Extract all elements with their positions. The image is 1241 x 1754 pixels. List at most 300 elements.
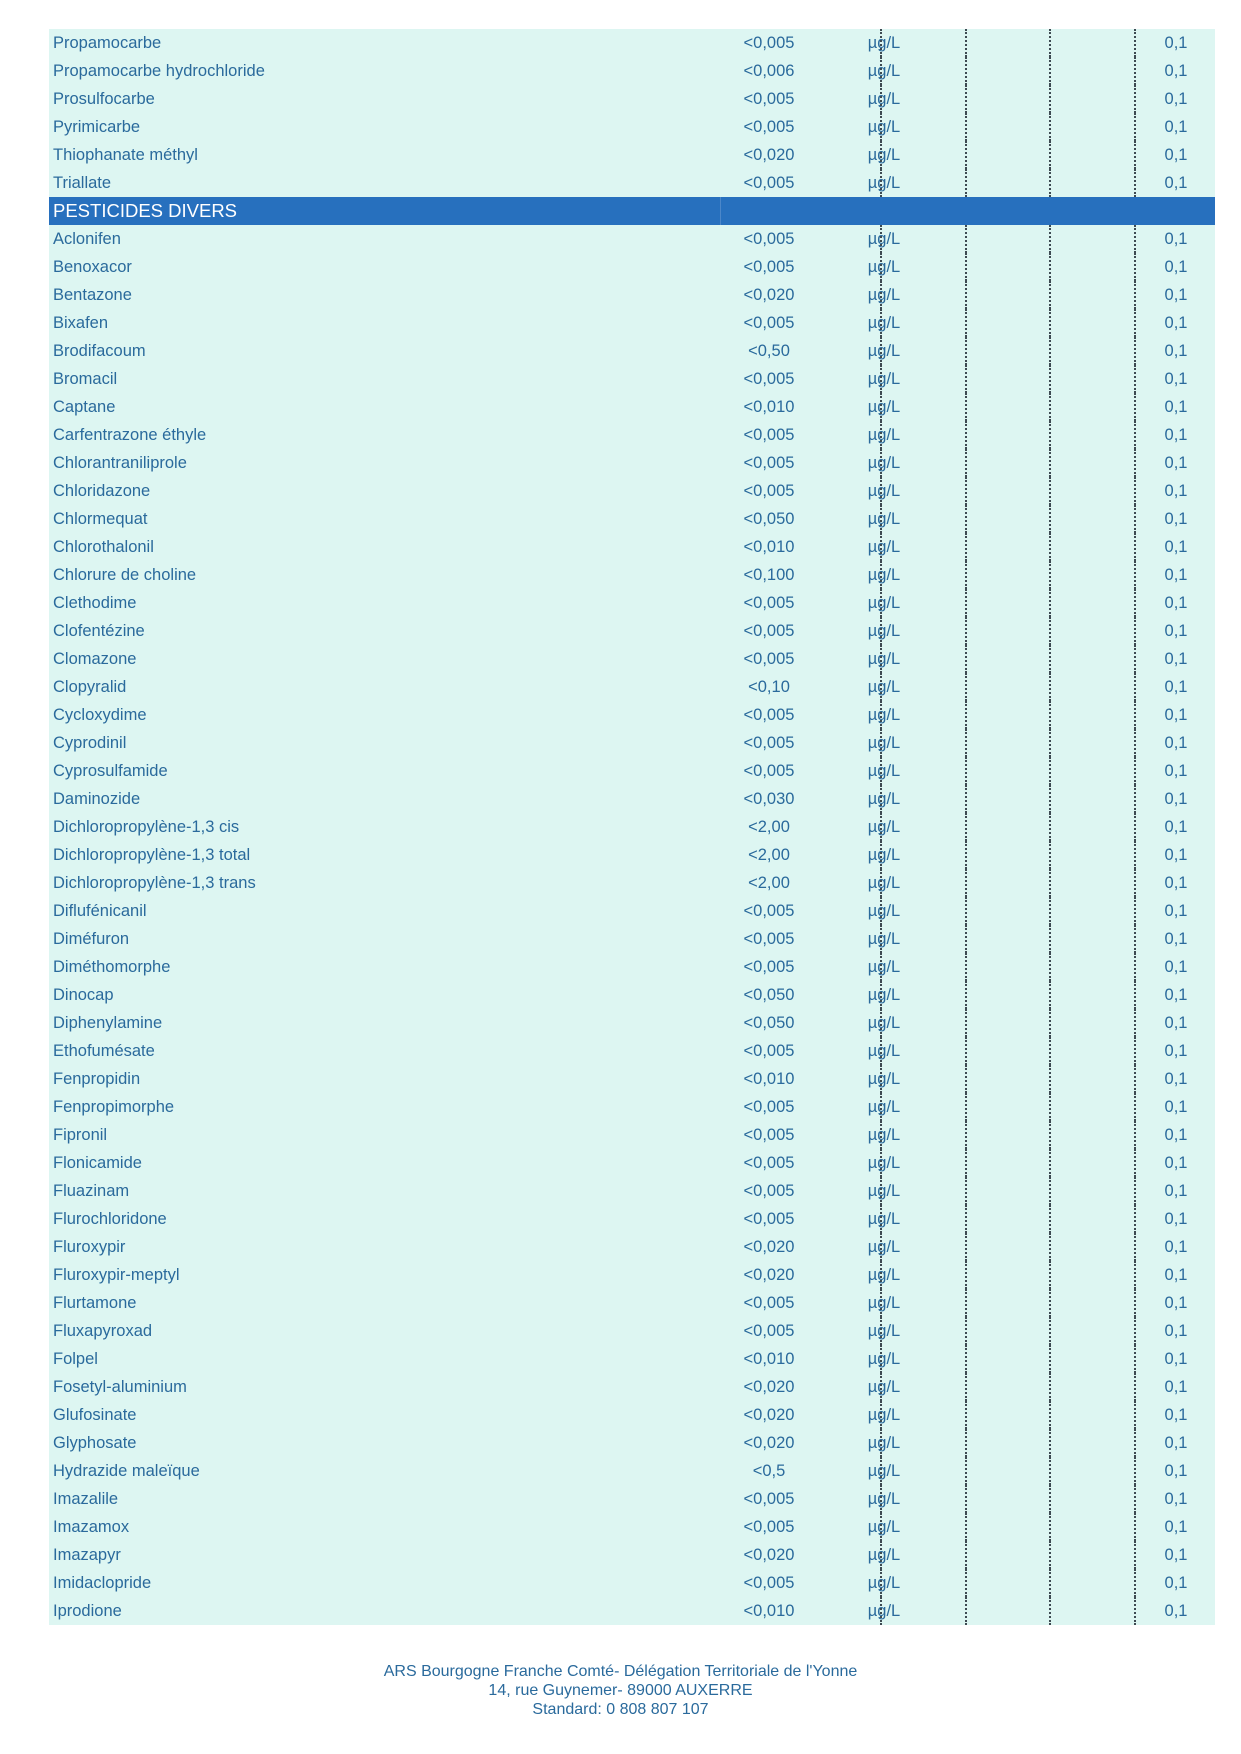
column-divider — [1134, 29, 1136, 57]
parameter-name: Fosetyl-aluminium — [53, 1378, 187, 1396]
parameter-name: Fenpropimorphe — [53, 1098, 175, 1116]
parameter-name: Clomazone — [53, 650, 137, 668]
result-value: <0,005 — [743, 426, 795, 444]
column-divider — [1134, 1373, 1136, 1401]
column-divider — [1049, 533, 1051, 561]
quality-limit: 0,1 — [1164, 1378, 1188, 1396]
column-divider — [1049, 1569, 1051, 1597]
column-divider — [880, 897, 882, 925]
table-row — [49, 1457, 1215, 1485]
quality-limit: 0,1 — [1164, 538, 1188, 556]
column-divider — [880, 981, 882, 1009]
column-divider — [1049, 1289, 1051, 1317]
result-unit: µg/L — [867, 1434, 901, 1452]
rows-group-before — [49, 29, 1215, 197]
column-divider — [1134, 1457, 1136, 1485]
result-value: <0,020 — [743, 1378, 795, 1396]
quality-limit: 0,1 — [1164, 1294, 1188, 1312]
column-divider — [1049, 1149, 1051, 1177]
result-unit: µg/L — [867, 1070, 901, 1088]
parameter-name: Dichloropropylène-1,3 trans — [53, 874, 256, 892]
column-divider — [880, 645, 882, 673]
column-divider — [965, 29, 967, 57]
section-title: PESTICIDES DIVERS — [53, 200, 238, 221]
result-value: <0,005 — [743, 174, 795, 192]
parameter-name: Diflufénicanil — [53, 902, 147, 920]
column-divider — [1134, 1177, 1136, 1205]
column-divider — [1134, 1261, 1136, 1289]
parameter-name: Chlorure de choline — [53, 566, 197, 584]
result-unit: µg/L — [867, 230, 901, 248]
result-value: <0,005 — [743, 958, 795, 976]
result-value: <0,005 — [743, 454, 795, 472]
table-row — [49, 1177, 1215, 1205]
quality-limit: 0,1 — [1164, 650, 1188, 668]
table-row — [49, 701, 1215, 729]
column-divider — [1134, 1233, 1136, 1261]
column-divider — [880, 281, 882, 309]
column-divider — [965, 85, 967, 113]
column-divider — [880, 1457, 882, 1485]
column-divider — [965, 1093, 967, 1121]
column-divider — [1134, 1317, 1136, 1345]
result-value: <0,005 — [743, 762, 795, 780]
quality-limit: 0,1 — [1164, 426, 1188, 444]
result-unit: µg/L — [867, 874, 901, 892]
result-unit: µg/L — [867, 1266, 901, 1284]
column-divider — [880, 309, 882, 337]
result-unit: µg/L — [867, 90, 901, 108]
column-divider — [1049, 393, 1051, 421]
result-value: <0,005 — [743, 314, 795, 332]
quality-limit: 0,1 — [1164, 902, 1188, 920]
column-divider — [880, 589, 882, 617]
column-divider — [880, 169, 882, 197]
result-value: <0,010 — [743, 1350, 795, 1368]
result-unit: µg/L — [867, 1406, 901, 1424]
result-value: <2,00 — [748, 874, 790, 892]
quality-limit: 0,1 — [1164, 790, 1188, 808]
column-divider — [880, 1009, 882, 1037]
table-row — [49, 1093, 1215, 1121]
parameter-name: Carfentrazone éthyle — [53, 426, 207, 444]
table-row — [49, 309, 1215, 337]
result-unit: µg/L — [867, 146, 901, 164]
result-value: <0,005 — [743, 1126, 795, 1144]
result-value: <0,010 — [743, 1602, 795, 1620]
column-divider — [965, 421, 967, 449]
column-divider — [965, 645, 967, 673]
column-divider — [1049, 981, 1051, 1009]
column-divider — [880, 365, 882, 393]
column-divider — [880, 1401, 882, 1429]
result-unit: µg/L — [867, 818, 901, 836]
column-divider — [1134, 1149, 1136, 1177]
parameter-name: Hydrazide maleïque — [53, 1462, 200, 1480]
column-divider — [965, 1457, 967, 1485]
quality-limit: 0,1 — [1164, 286, 1188, 304]
footer-line-org: ARS Bourgogne Franche Comté- Délégation Territoriale de l'Yonne — [383, 1663, 858, 1680]
column-divider — [1049, 449, 1051, 477]
table-row — [49, 1317, 1215, 1345]
column-divider — [1049, 757, 1051, 785]
column-divider — [1134, 1485, 1136, 1513]
table-row — [49, 589, 1215, 617]
column-divider — [880, 1345, 882, 1373]
table-row — [49, 869, 1215, 897]
column-divider — [1134, 1345, 1136, 1373]
column-divider — [1049, 953, 1051, 981]
column-divider — [1134, 1513, 1136, 1541]
column-divider — [880, 617, 882, 645]
table-row — [49, 225, 1215, 253]
table-row — [49, 785, 1215, 813]
parameter-name: Propamocarbe hydrochloride — [53, 62, 265, 80]
column-divider — [965, 673, 967, 701]
result-value: <0,050 — [743, 510, 795, 528]
parameter-name: Ethofumésate — [53, 1042, 155, 1060]
column-divider — [1134, 505, 1136, 533]
result-unit: µg/L — [867, 622, 901, 640]
column-divider — [1049, 617, 1051, 645]
column-divider — [1134, 561, 1136, 589]
column-divider — [1134, 897, 1136, 925]
quality-limit: 0,1 — [1164, 230, 1188, 248]
result-unit: µg/L — [867, 1294, 901, 1312]
column-divider — [1134, 169, 1136, 197]
table-row — [49, 981, 1215, 1009]
result-value: <0,005 — [743, 594, 795, 612]
quality-limit: 0,1 — [1164, 818, 1188, 836]
table-row — [49, 57, 1215, 85]
column-divider — [1134, 337, 1136, 365]
parameter-name: Diméthomorphe — [53, 958, 171, 976]
column-divider — [880, 673, 882, 701]
parameter-name: Dinocap — [53, 986, 114, 1004]
table-row — [49, 925, 1215, 953]
quality-limit: 0,1 — [1164, 594, 1188, 612]
column-divider — [965, 1541, 967, 1569]
result-value: <0,005 — [743, 1574, 795, 1592]
result-unit: µg/L — [867, 706, 901, 724]
parameter-name: Pyrimicarbe — [53, 118, 141, 136]
table-row — [49, 1121, 1215, 1149]
result-value: <0,50 — [748, 342, 790, 360]
column-divider — [1049, 281, 1051, 309]
result-value: <0,010 — [743, 398, 795, 416]
column-divider — [880, 729, 882, 757]
result-unit: µg/L — [867, 398, 901, 416]
result-unit: µg/L — [867, 930, 901, 948]
column-divider — [1049, 1121, 1051, 1149]
column-divider — [880, 1513, 882, 1541]
table-row — [49, 673, 1215, 701]
column-divider — [1049, 169, 1051, 197]
column-divider — [880, 477, 882, 505]
column-divider — [880, 1373, 882, 1401]
column-divider — [965, 1121, 967, 1149]
column-divider — [1134, 1065, 1136, 1093]
quality-limit: 0,1 — [1164, 1490, 1188, 1508]
column-divider — [880, 225, 882, 253]
column-divider — [1049, 1065, 1051, 1093]
quality-limit: 0,1 — [1164, 258, 1188, 276]
parameter-name: Fenpropidin — [53, 1070, 141, 1088]
column-divider — [880, 57, 882, 85]
quality-limit: 0,1 — [1164, 1266, 1188, 1284]
table-row — [49, 1261, 1215, 1289]
column-divider — [1134, 785, 1136, 813]
parameter-name: Chlormequat — [53, 510, 148, 528]
column-divider — [965, 617, 967, 645]
column-divider — [965, 225, 967, 253]
table-row — [49, 1429, 1215, 1457]
column-divider — [880, 1149, 882, 1177]
result-unit: µg/L — [867, 1126, 901, 1144]
column-divider — [965, 1597, 967, 1625]
quality-limit: 0,1 — [1164, 342, 1188, 360]
column-divider — [965, 729, 967, 757]
result-value: <0,005 — [743, 1182, 795, 1200]
column-divider — [1049, 1541, 1051, 1569]
quality-limit: 0,1 — [1164, 1098, 1188, 1116]
table-row — [49, 1569, 1215, 1597]
parameter-name: Glufosinate — [53, 1406, 137, 1424]
column-divider — [1134, 1289, 1136, 1317]
column-divider — [965, 897, 967, 925]
column-divider — [965, 393, 967, 421]
column-divider — [880, 113, 882, 141]
parameter-name: Bixafen — [53, 314, 109, 332]
result-value: <0,020 — [743, 146, 795, 164]
result-unit: µg/L — [867, 734, 901, 752]
column-divider — [965, 589, 967, 617]
table-row — [49, 1373, 1215, 1401]
quality-limit: 0,1 — [1164, 846, 1188, 864]
table-row — [49, 85, 1215, 113]
column-divider — [880, 1121, 882, 1149]
column-divider — [880, 1569, 882, 1597]
quality-limit: 0,1 — [1164, 1406, 1188, 1424]
result-unit: µg/L — [867, 678, 901, 696]
quality-limit: 0,1 — [1164, 1434, 1188, 1452]
footer-line-address: 14, rue Guynemer- 89000 AUXERRE — [488, 1682, 753, 1699]
column-divider — [1049, 337, 1051, 365]
column-divider — [1049, 85, 1051, 113]
parameter-name: Brodifacoum — [53, 342, 146, 360]
result-unit: µg/L — [867, 370, 901, 388]
parameter-name: Benoxacor — [53, 258, 132, 276]
result-unit: µg/L — [867, 482, 901, 500]
quality-limit: 0,1 — [1164, 1182, 1188, 1200]
column-divider — [880, 1177, 882, 1205]
quality-limit: 0,1 — [1164, 1546, 1188, 1564]
result-unit: µg/L — [867, 1574, 901, 1592]
column-divider — [1049, 841, 1051, 869]
column-divider — [880, 953, 882, 981]
result-value: <0,010 — [743, 1070, 795, 1088]
table-row — [49, 533, 1215, 561]
table-row — [49, 169, 1215, 197]
result-value: <0,005 — [743, 1098, 795, 1116]
quality-limit: 0,1 — [1164, 706, 1188, 724]
rows-group-after — [49, 225, 1215, 1625]
result-value: <0,020 — [743, 1266, 795, 1284]
column-divider — [965, 169, 967, 197]
column-divider — [965, 1373, 967, 1401]
quality-limit: 0,1 — [1164, 1238, 1188, 1256]
result-unit: µg/L — [867, 1518, 901, 1536]
column-divider — [1049, 1457, 1051, 1485]
result-unit: µg/L — [867, 790, 901, 808]
quality-limit: 0,1 — [1164, 146, 1188, 164]
column-divider — [965, 561, 967, 589]
result-unit: µg/L — [867, 342, 901, 360]
column-divider — [880, 701, 882, 729]
column-divider — [1134, 365, 1136, 393]
parameter-name: Daminozide — [53, 790, 141, 808]
parameter-name: Propamocarbe — [53, 34, 162, 52]
column-divider — [880, 785, 882, 813]
parameter-name: Triallate — [53, 174, 112, 192]
result-unit: µg/L — [867, 1182, 901, 1200]
column-divider — [1049, 1037, 1051, 1065]
column-divider — [880, 393, 882, 421]
column-divider — [880, 925, 882, 953]
column-divider — [965, 1065, 967, 1093]
result-unit: µg/L — [867, 650, 901, 668]
column-divider — [1134, 1429, 1136, 1457]
column-divider — [1049, 1261, 1051, 1289]
column-divider — [1049, 309, 1051, 337]
table-row — [49, 645, 1215, 673]
result-unit: µg/L — [867, 1378, 901, 1396]
quality-limit: 0,1 — [1164, 1210, 1188, 1228]
column-divider — [965, 1485, 967, 1513]
column-divider — [965, 1569, 967, 1597]
result-value: <0,005 — [743, 90, 795, 108]
table-row — [49, 477, 1215, 505]
column-divider — [1134, 925, 1136, 953]
parameter-name: Imazapyr — [53, 1546, 121, 1564]
quality-limit: 0,1 — [1164, 1014, 1188, 1032]
column-divider — [1049, 141, 1051, 169]
column-divider — [965, 337, 967, 365]
column-divider — [1134, 1541, 1136, 1569]
result-value: <0,020 — [743, 1406, 795, 1424]
column-divider — [880, 813, 882, 841]
column-divider — [965, 1037, 967, 1065]
result-value: <0,005 — [743, 258, 795, 276]
column-divider — [880, 1037, 882, 1065]
result-unit: µg/L — [867, 594, 901, 612]
column-divider — [880, 253, 882, 281]
column-divider — [880, 757, 882, 785]
result-value: <0,020 — [743, 286, 795, 304]
column-divider — [965, 701, 967, 729]
column-divider — [1049, 29, 1051, 57]
quality-limit: 0,1 — [1164, 1126, 1188, 1144]
column-divider — [1134, 813, 1136, 841]
footer — [0, 1662, 1241, 1719]
parameter-name: Cycloxydime — [53, 706, 147, 724]
parameter-name: Imazamox — [53, 1518, 130, 1536]
quality-limit: 0,1 — [1164, 1154, 1188, 1172]
quality-limit: 0,1 — [1164, 1350, 1188, 1368]
column-divider — [965, 1289, 967, 1317]
result-value: <0,5 — [752, 1462, 786, 1480]
quality-limit: 0,1 — [1164, 762, 1188, 780]
column-divider — [880, 1429, 882, 1457]
column-divider — [1049, 1373, 1051, 1401]
parameter-name: Chlorantraniliprole — [53, 454, 187, 472]
quality-limit: 0,1 — [1164, 622, 1188, 640]
column-divider — [1134, 1205, 1136, 1233]
result-value: <0,020 — [743, 1238, 795, 1256]
column-divider — [965, 869, 967, 897]
result-unit: µg/L — [867, 538, 901, 556]
column-divider — [1134, 57, 1136, 85]
results-table — [49, 29, 1215, 1625]
column-divider — [1049, 113, 1051, 141]
result-unit: µg/L — [867, 1490, 901, 1508]
parameter-name: Captane — [53, 398, 116, 416]
column-divider — [880, 561, 882, 589]
quality-limit: 0,1 — [1164, 482, 1188, 500]
table-row — [49, 365, 1215, 393]
column-divider — [965, 925, 967, 953]
result-unit: µg/L — [867, 426, 901, 444]
result-unit: µg/L — [867, 1238, 901, 1256]
column-divider — [1049, 1009, 1051, 1037]
column-divider — [1134, 589, 1136, 617]
parameter-name: Bentazone — [53, 286, 132, 304]
result-unit: µg/L — [867, 510, 901, 528]
column-divider — [1049, 813, 1051, 841]
result-unit: µg/L — [867, 1462, 901, 1480]
column-divider — [1049, 1317, 1051, 1345]
column-divider — [1049, 477, 1051, 505]
result-value: <0,100 — [743, 566, 795, 584]
quality-limit: 0,1 — [1164, 510, 1188, 528]
table-row — [49, 757, 1215, 785]
column-divider — [965, 477, 967, 505]
column-divider — [1049, 645, 1051, 673]
table-row — [49, 1009, 1215, 1037]
column-divider — [1049, 1345, 1051, 1373]
column-divider — [965, 981, 967, 1009]
column-divider — [965, 57, 967, 85]
column-divider — [965, 1401, 967, 1429]
column-divider — [1134, 617, 1136, 645]
quality-limit: 0,1 — [1164, 1602, 1188, 1620]
column-divider — [965, 757, 967, 785]
result-value: <0,005 — [743, 118, 795, 136]
column-divider — [880, 841, 882, 869]
footer-line-phone: Standard: 0 808 807 107 — [532, 1701, 709, 1718]
result-unit: µg/L — [867, 902, 901, 920]
result-value: <0,005 — [743, 482, 795, 500]
result-value: <0,005 — [743, 1042, 795, 1060]
quality-limit: 0,1 — [1164, 118, 1188, 136]
column-divider — [880, 421, 882, 449]
column-divider — [965, 533, 967, 561]
column-divider — [1134, 953, 1136, 981]
quality-limit: 0,1 — [1164, 930, 1188, 948]
table-row — [49, 897, 1215, 925]
result-value: <0,005 — [743, 370, 795, 388]
table-row — [49, 1065, 1215, 1093]
